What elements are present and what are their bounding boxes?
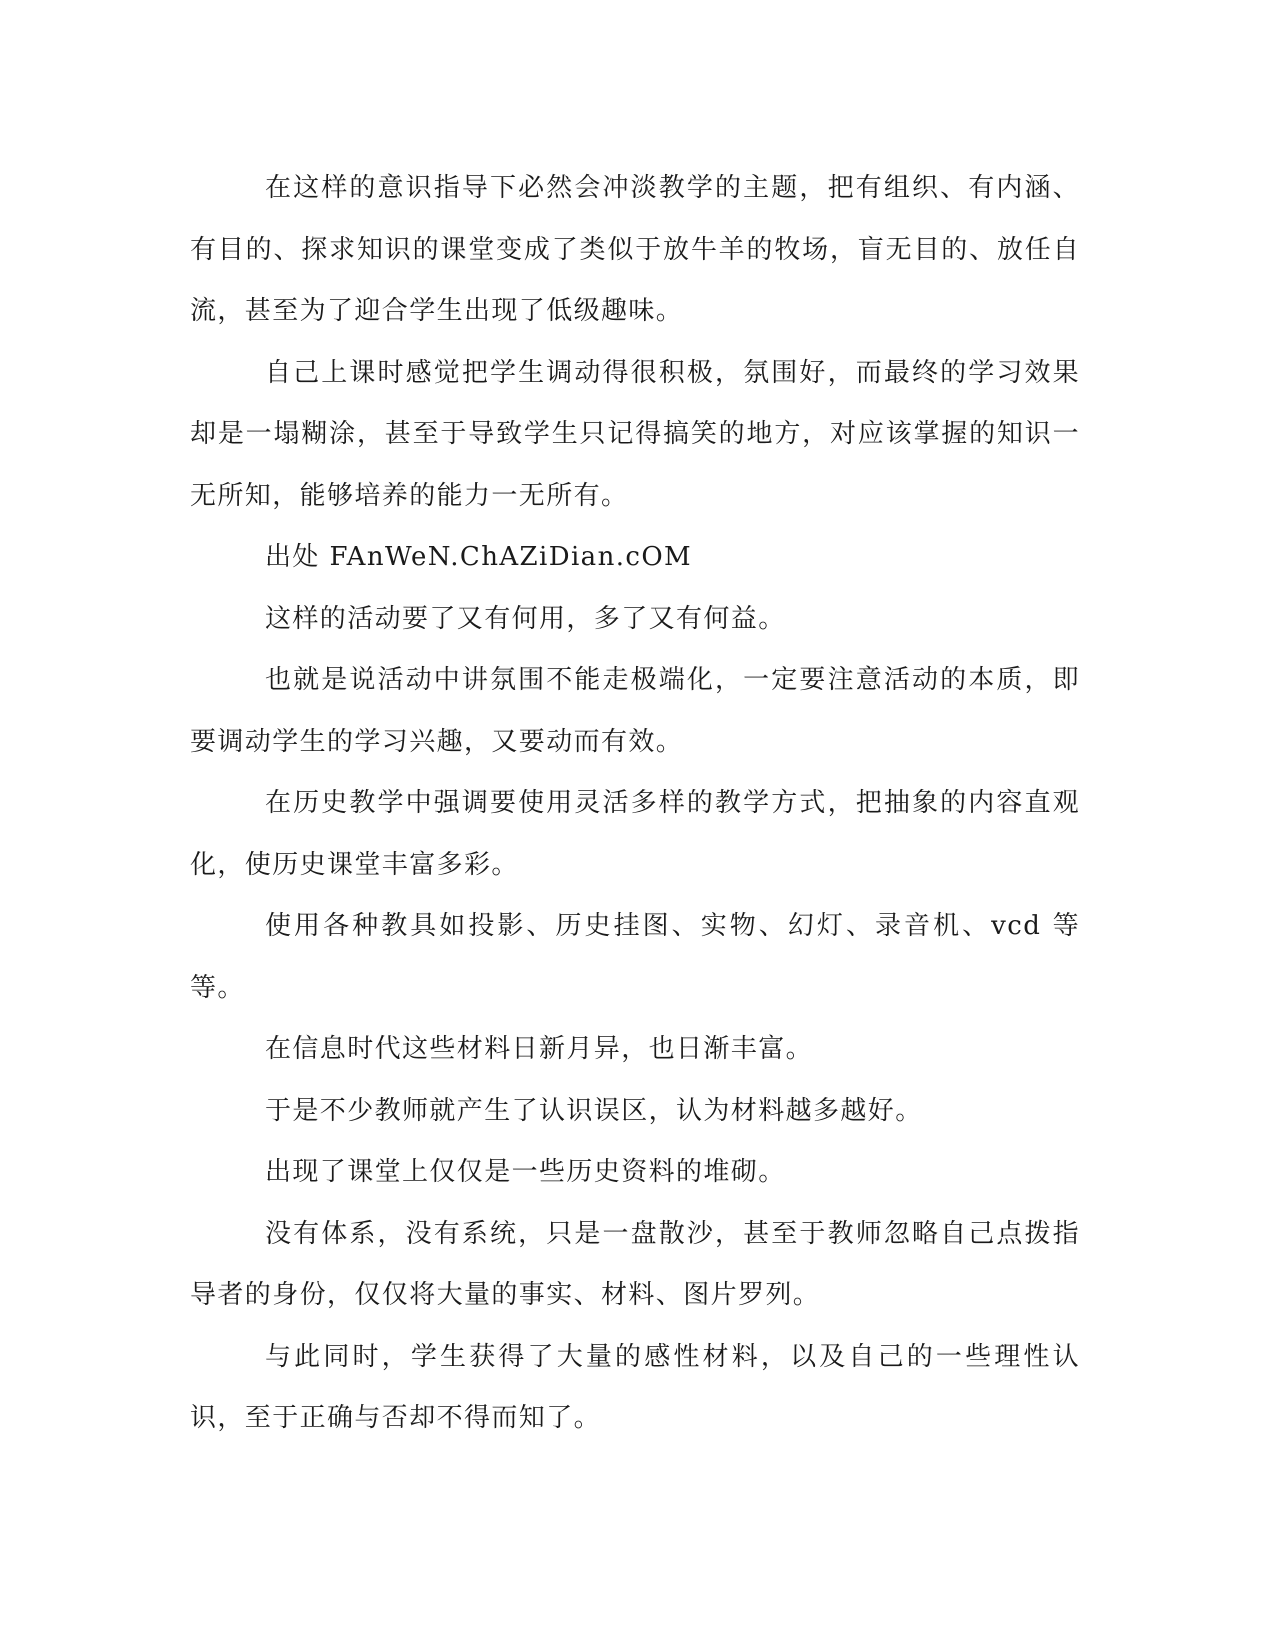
paragraph: 出现了课堂上仅仅是一些历史资料的堆砌。 bbox=[265, 1157, 786, 1187]
document-body bbox=[190, 158, 1080, 1450]
paragraph: 使用各种教具如投影、历史挂图、实物、幻灯、录音机、vcd 等等。 bbox=[190, 911, 1080, 1003]
paragraph: 于是不少教师就产生了认识误区，认为材料越多越好。 bbox=[265, 1095, 923, 1126]
paragraph: 没有体系，没有系统，只是一盘散沙，甚至于教师忽略自己点拨指导者的身份，仅仅将大量的事实、材料、图片罗列。 bbox=[190, 1218, 1080, 1310]
paragraph: 在这样的意识指导下必然会冲淡教学的主题，把有组织、有内涵、有目的、探求知识的课堂变成了类似于放牛羊的牧场，盲无目的、放任自流，甚至为了迎合学生出现了低级趣味。 bbox=[190, 173, 1080, 326]
paragraph: 在历史教学中强调要使用灵活多样的教学方式，把抽象的内容直观化，使历史课堂丰富多彩。 bbox=[190, 788, 1080, 880]
paragraph: 自己上课时感觉把学生调动得很积极，氛围好，而最终的学习效果却是一塌糊涂，甚至于导致学生只记得搞笑的地方，对应该掌握的知识一无所知，能够培养的能力一无所有。 bbox=[190, 357, 1080, 511]
paragraph: 在信息时代这些材料日新月异，也日渐丰富。 bbox=[265, 1034, 814, 1064]
source-line: 出处 FAnWeN.ChAZiDian.cOM bbox=[265, 542, 693, 572]
paragraph: 也就是说活动中讲氛围不能走极端化，一定要注意活动的本质，即要调动学生的学习兴趣，又要动而有效。 bbox=[190, 665, 1080, 757]
paragraph: 与此同时，学生获得了大量的感性材料，以及自己的一些理性认识，至于正确与否却不得而知了。 bbox=[190, 1341, 1080, 1433]
paragraph: 这样的活动要了又有何用，多了又有何益。 bbox=[265, 603, 786, 634]
